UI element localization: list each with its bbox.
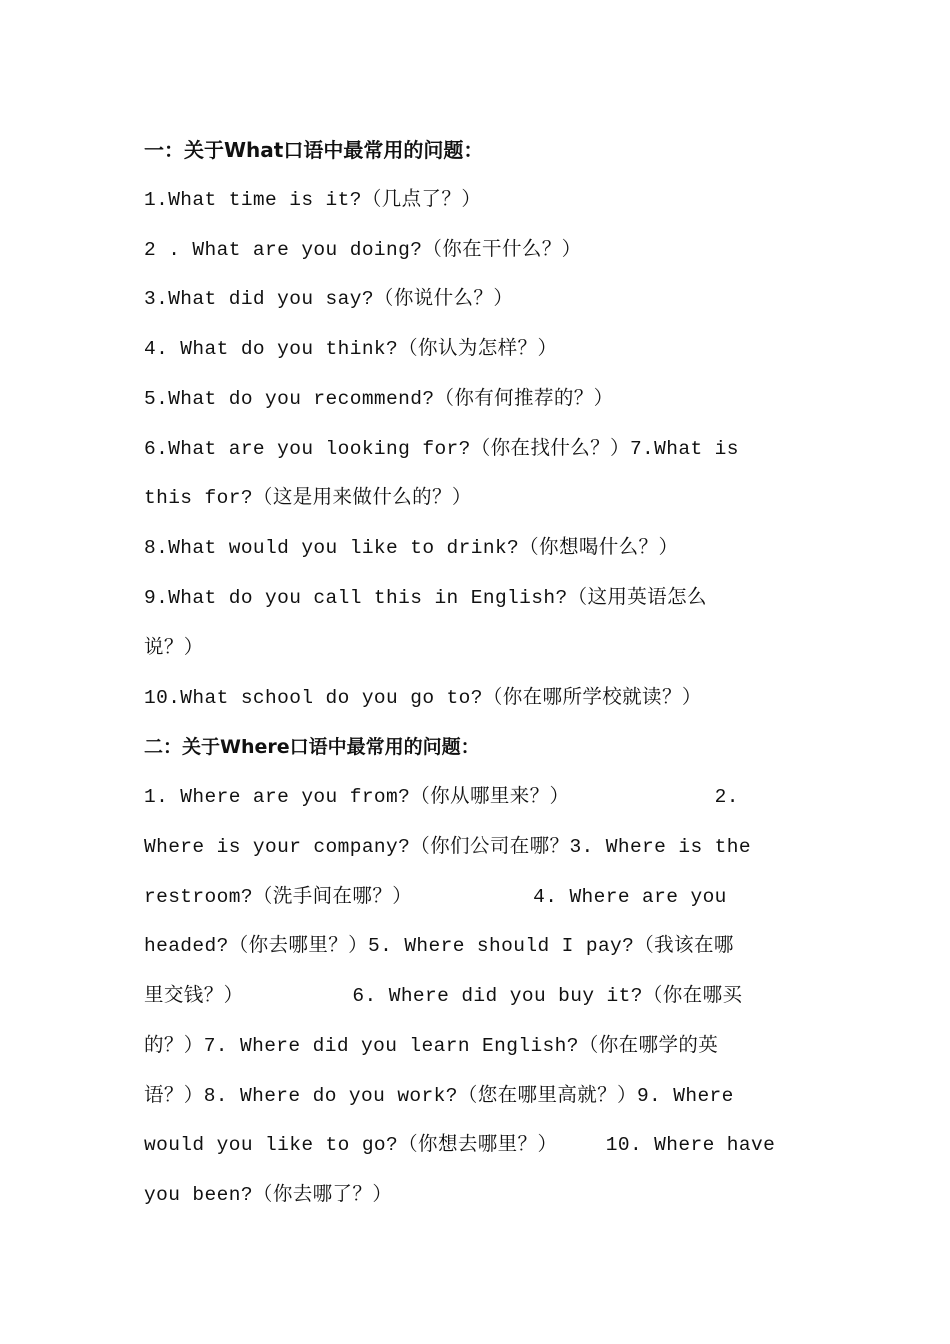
section2-line-3: restroom?（洗手间在哪？） 4. Where are you [144, 886, 727, 908]
section2-line-4: headed?（你去哪里？）5. Where should I pay?（我该在哪 [144, 935, 734, 957]
section2-heading: 二：关于Where口语中最常用的问题： [144, 736, 480, 758]
section1-line-7: this for?（这是用来做什么的？） [144, 487, 472, 509]
section2-line-2: Where is your company?（你们公司在哪？3. Where is the [144, 836, 751, 858]
section2-line-7: 语？）8. Where do you work?（您在哪里高就？）9. Where [144, 1085, 734, 1107]
section1-line-3: 3.What did you say?（你说什么？） [144, 288, 514, 310]
section2-line-5: 里交钱？） 6. Where did you buy it?（你在哪买 [144, 985, 743, 1007]
section1-heading: 一：关于What口语中最常用的问题： [144, 138, 484, 162]
section2-line-6: 的？）7. Where did you learn English?（你在哪学的英 [144, 1035, 719, 1057]
section1-line-11: 10.What school do you go to?（你在哪所学校就读？） [144, 687, 702, 709]
section1-line-10: 说？） [144, 637, 204, 659]
section2-line-9: you been?（你去哪了？） [144, 1184, 393, 1206]
section1-line-4: 4. What do you think?（你认为怎样？） [144, 338, 558, 360]
section1-line-2: 2 . What are you doing?（你在干什么？） [144, 239, 582, 261]
section2-line-8: would you like to go?（你想去哪里？） 10. Where have [144, 1134, 776, 1156]
section1-line-8: 8.What would you like to drink?（你想喝什么？） [144, 537, 679, 559]
section1-line-5: 5.What do you recommend?（你有何推荐的？） [144, 388, 614, 410]
section1-line-1: 1.What time is it?（几点了？） [144, 189, 482, 211]
section2-line-1: 1. Where are you from?（你从哪里来？） 2. [144, 786, 739, 808]
section1-line-9: 9.What do you call this in English?（这用英语怎么 [144, 587, 707, 609]
section1-line-6: 6.What are you looking for?（你在找什么？）7.What is [144, 438, 739, 460]
